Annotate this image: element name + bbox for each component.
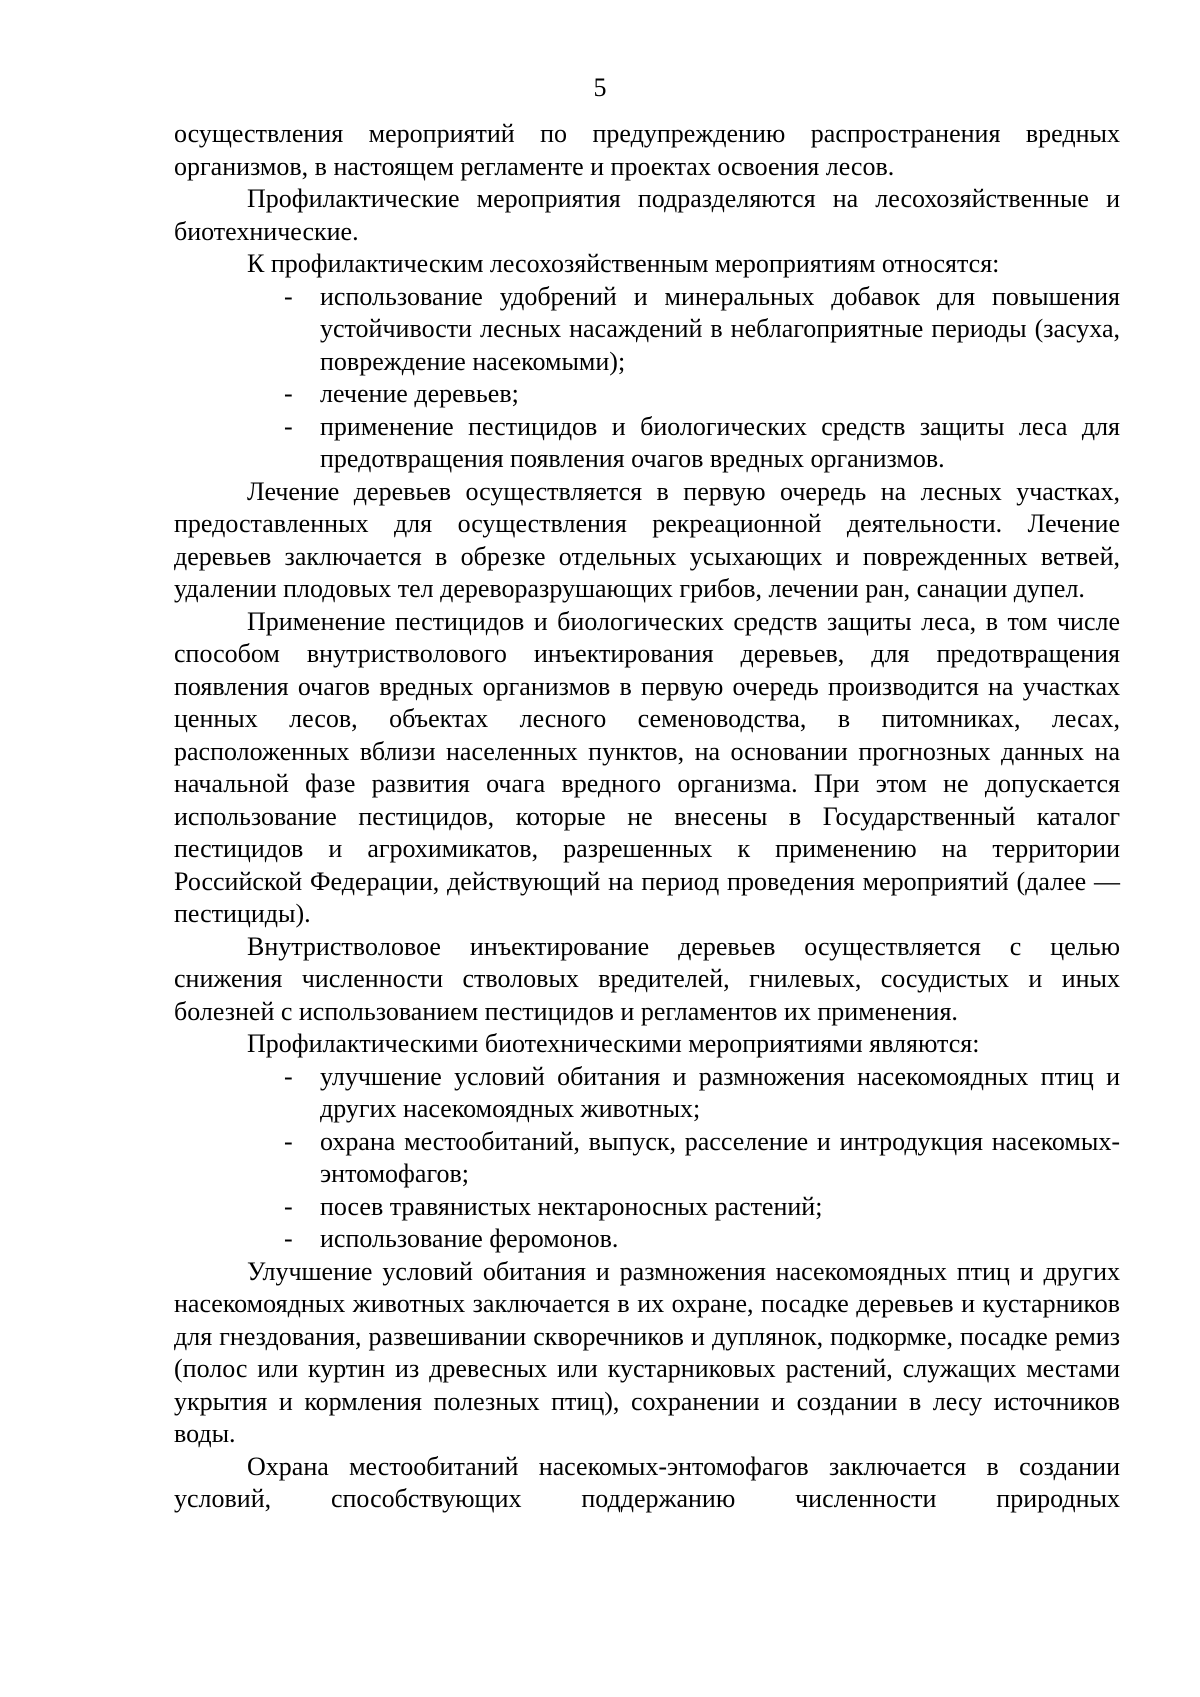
dash-bullet-icon: - [284, 1126, 293, 1156]
list-item [284, 1061, 1120, 1126]
paragraph: Внутриствoловое инъектирование деревьев осуществляется с целью снижения численности стволовых вредителей, гнилевых, сосудистых и иных болезней с использованием пестицидов и регламентов их применения. [174, 931, 1120, 1026]
dash-list [174, 1061, 1120, 1256]
paragraph: Применение пестицидов и биологических средств защиты леса, в том числе способом внутриствoлового инъектирования деревьев, для предотвращения появления очагов вредных организмов в первую очередь производится на участках ценных лесов, объектах лесного семеноводства, в питомниках, лесах, расположенных вблизи населенных пунктов, на основании прогнозных данных на начальной фазе развития очага вредного организма. При этом не допускается использование пестицидов, которые не внесены в Государственный каталог пестицидов и агрохимикатов, разрешенных к применению на территории Российской Федерации, действующий на период проведения мероприятий (далее — пестициды). [174, 606, 1120, 928]
list-item [284, 378, 1120, 411]
dash-bullet-icon: - [284, 379, 293, 408]
list-item-text: использование удобрений и минеральных добавок для повышения устойчивости лесных насаждений в неблагоприятные периоды (засуха, повреждение насекомыми); [320, 281, 1120, 376]
paragraph: К профилактическим лесохозяйственным мероприятиям относятся: [247, 249, 1000, 278]
paragraph: осуществления мероприятий по предупреждению распространения вредных организмов, в настоящем регламенте и проектах освоения лесов. [174, 119, 1120, 181]
list-item [284, 281, 1120, 379]
dash-bullet-icon: - [284, 411, 293, 441]
list-item-text: лечение деревьев; [320, 379, 519, 408]
list-item-text: улучшение условий обитания и размножения насекомоядных птиц и других насекомоядных животных; [320, 1061, 1120, 1123]
document-body [174, 118, 1120, 1516]
list-item-text: применение пестицидов и биологических средств защиты леса для предотвращения появления очагов вредных организмов. [320, 411, 1120, 473]
paragraph: Профилактическими биотехническими мероприятиями являются: [247, 1029, 980, 1058]
paragraph: Профилактические мероприятия подразделяются на лесохозяйственные и биотехнические. [174, 184, 1120, 246]
dash-bullet-icon: - [284, 1061, 293, 1091]
list-item-text: охрана местообитаний, выпуск, расселение и интродукция насекомых-энтомофагов; [320, 1126, 1120, 1188]
list-item [284, 1191, 1120, 1224]
paragraph: Улучшение условий обитания и размножения насекомоядных птиц и других насекомоядных животных заключается в их охране, посадке деревьев и кустарников для гнездования, развешивании скворечников и дуплянок, подкормке, посадке ремиз (полос или куртин из древесных или кустарниковых растений, служащих местами укрытия и кормления полезных птиц), сохранении и создании в лесу источников воды. [174, 1256, 1120, 1448]
paragraph: Охрана местообитаний насекомых-энтомофагов заключается в создании условий, способствующих поддержанию численности природных [174, 1451, 1120, 1513]
dash-list [174, 281, 1120, 476]
page-number: 5 [593, 73, 607, 102]
dash-bullet-icon: - [284, 281, 293, 311]
list-item [284, 411, 1120, 476]
dash-bullet-icon: - [284, 1224, 293, 1253]
list-item-text: использование феромонов. [320, 1224, 619, 1253]
paragraph: Лечение деревьев осуществляется в первую очередь на лесных участках, предоставленных для осуществления рекреационной деятельности. Лечение деревьев заключается в обрезке отдельных усыхающих и поврежденных ветвей, удалении плодовых тел дереворазрушающих грибов, лечении ран, санации дупел. [174, 476, 1120, 603]
list-item [284, 1126, 1120, 1191]
dash-bullet-icon: - [284, 1191, 293, 1221]
list-item [284, 1223, 1120, 1256]
list-item-text: посев травянистых нектароносных растений; [320, 1191, 823, 1221]
